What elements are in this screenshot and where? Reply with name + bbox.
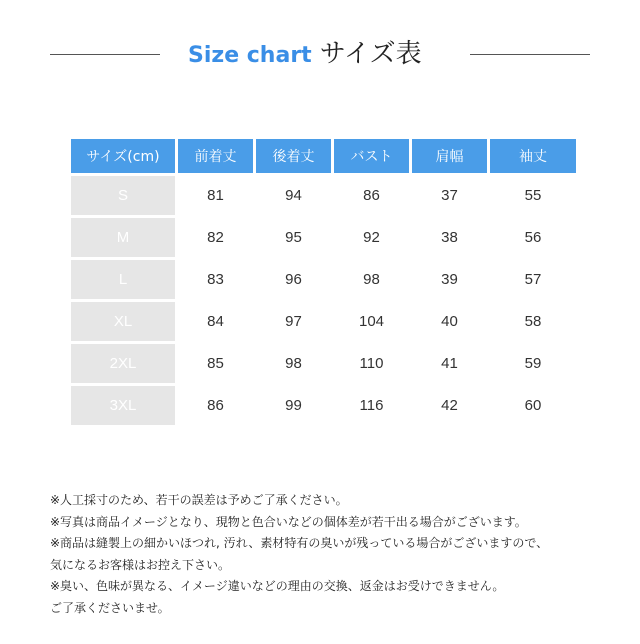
front-length-value: 84 bbox=[207, 313, 224, 330]
size-label: 3XL bbox=[71, 386, 175, 425]
size-table bbox=[68, 136, 579, 428]
shoulder-value: 37 bbox=[441, 187, 458, 204]
sleeve-value: 56 bbox=[524, 229, 542, 246]
shoulder-value: 42 bbox=[441, 397, 458, 414]
sleeve-value: 58 bbox=[524, 313, 542, 330]
note-line: ※人工採寸のため、若干の誤差は予めご了承ください。 bbox=[50, 493, 348, 507]
title-english: Size chart bbox=[188, 43, 312, 68]
size-label: M bbox=[71, 218, 175, 257]
title-rule-left bbox=[50, 54, 160, 55]
table-row bbox=[71, 260, 576, 299]
note-line: ※臭い、色味が異なる、イメージ違いなどの理由の交換、返金はお受けできません。 bbox=[50, 579, 505, 593]
sleeve-value: 60 bbox=[524, 397, 542, 414]
size-label: 2XL bbox=[71, 344, 175, 383]
back-length-value: 94 bbox=[285, 187, 302, 204]
back-length-value: 95 bbox=[285, 229, 302, 246]
front-length-value: 83 bbox=[207, 271, 224, 288]
header-size: サイズ(cm) bbox=[71, 139, 175, 173]
page-title bbox=[188, 34, 448, 74]
front-length-value: 86 bbox=[207, 397, 224, 414]
back-length-value: 99 bbox=[285, 397, 302, 414]
header-sleeve: 袖丈 bbox=[490, 139, 576, 173]
note-line: ご了承くださいませ。 bbox=[50, 600, 170, 615]
front-length-value: 82 bbox=[207, 229, 224, 246]
header-back-length: 後着丈 bbox=[256, 139, 331, 173]
header-shoulder: 肩幅 bbox=[412, 139, 487, 173]
shoulder-value: 40 bbox=[441, 313, 458, 330]
note-line: ※商品は縫製上の細かいほつれ, 汚れ、素材特有の臭いが残っている場合がございますので、 bbox=[50, 536, 549, 550]
back-length-value: 96 bbox=[285, 271, 302, 288]
note-line: ※写真は商品イメージとなり、現物と色合いなどの個体差が若干出る場合がございます。 bbox=[50, 514, 527, 529]
bust-value: 110 bbox=[359, 355, 384, 372]
sleeve-value: 55 bbox=[524, 187, 542, 204]
table-row bbox=[71, 344, 576, 383]
back-length-value: 97 bbox=[285, 313, 302, 330]
table-header-row bbox=[71, 139, 576, 173]
title-rule-right bbox=[470, 54, 590, 55]
bust-value: 98 bbox=[363, 271, 380, 288]
table-row bbox=[71, 176, 576, 215]
size-label: L bbox=[71, 260, 175, 299]
size-label: S bbox=[71, 176, 175, 215]
bust-value: 86 bbox=[363, 187, 380, 204]
title-bar bbox=[0, 34, 640, 74]
front-length-value: 81 bbox=[207, 187, 224, 204]
bust-value: 116 bbox=[359, 397, 384, 414]
shoulder-value: 41 bbox=[441, 355, 458, 372]
sleeve-value: 57 bbox=[524, 271, 542, 288]
bust-value: 104 bbox=[358, 313, 385, 330]
table-row bbox=[71, 302, 576, 341]
shoulder-value: 39 bbox=[441, 271, 458, 288]
table-row bbox=[71, 218, 576, 257]
sleeve-value: 59 bbox=[524, 355, 542, 372]
notes-section bbox=[50, 490, 620, 619]
title-japanese: サイズ表 bbox=[319, 39, 422, 69]
front-length-value: 85 bbox=[207, 355, 224, 372]
table-row bbox=[71, 386, 576, 425]
bust-value: 92 bbox=[363, 229, 380, 246]
back-length-value: 98 bbox=[285, 355, 302, 372]
header-front-length: 前着丈 bbox=[178, 139, 253, 173]
note-line: 気になるお客様はお控え下さい。 bbox=[50, 557, 231, 572]
size-label: XL bbox=[71, 302, 175, 341]
header-bust: バスト bbox=[334, 139, 409, 173]
shoulder-value: 38 bbox=[441, 229, 458, 246]
